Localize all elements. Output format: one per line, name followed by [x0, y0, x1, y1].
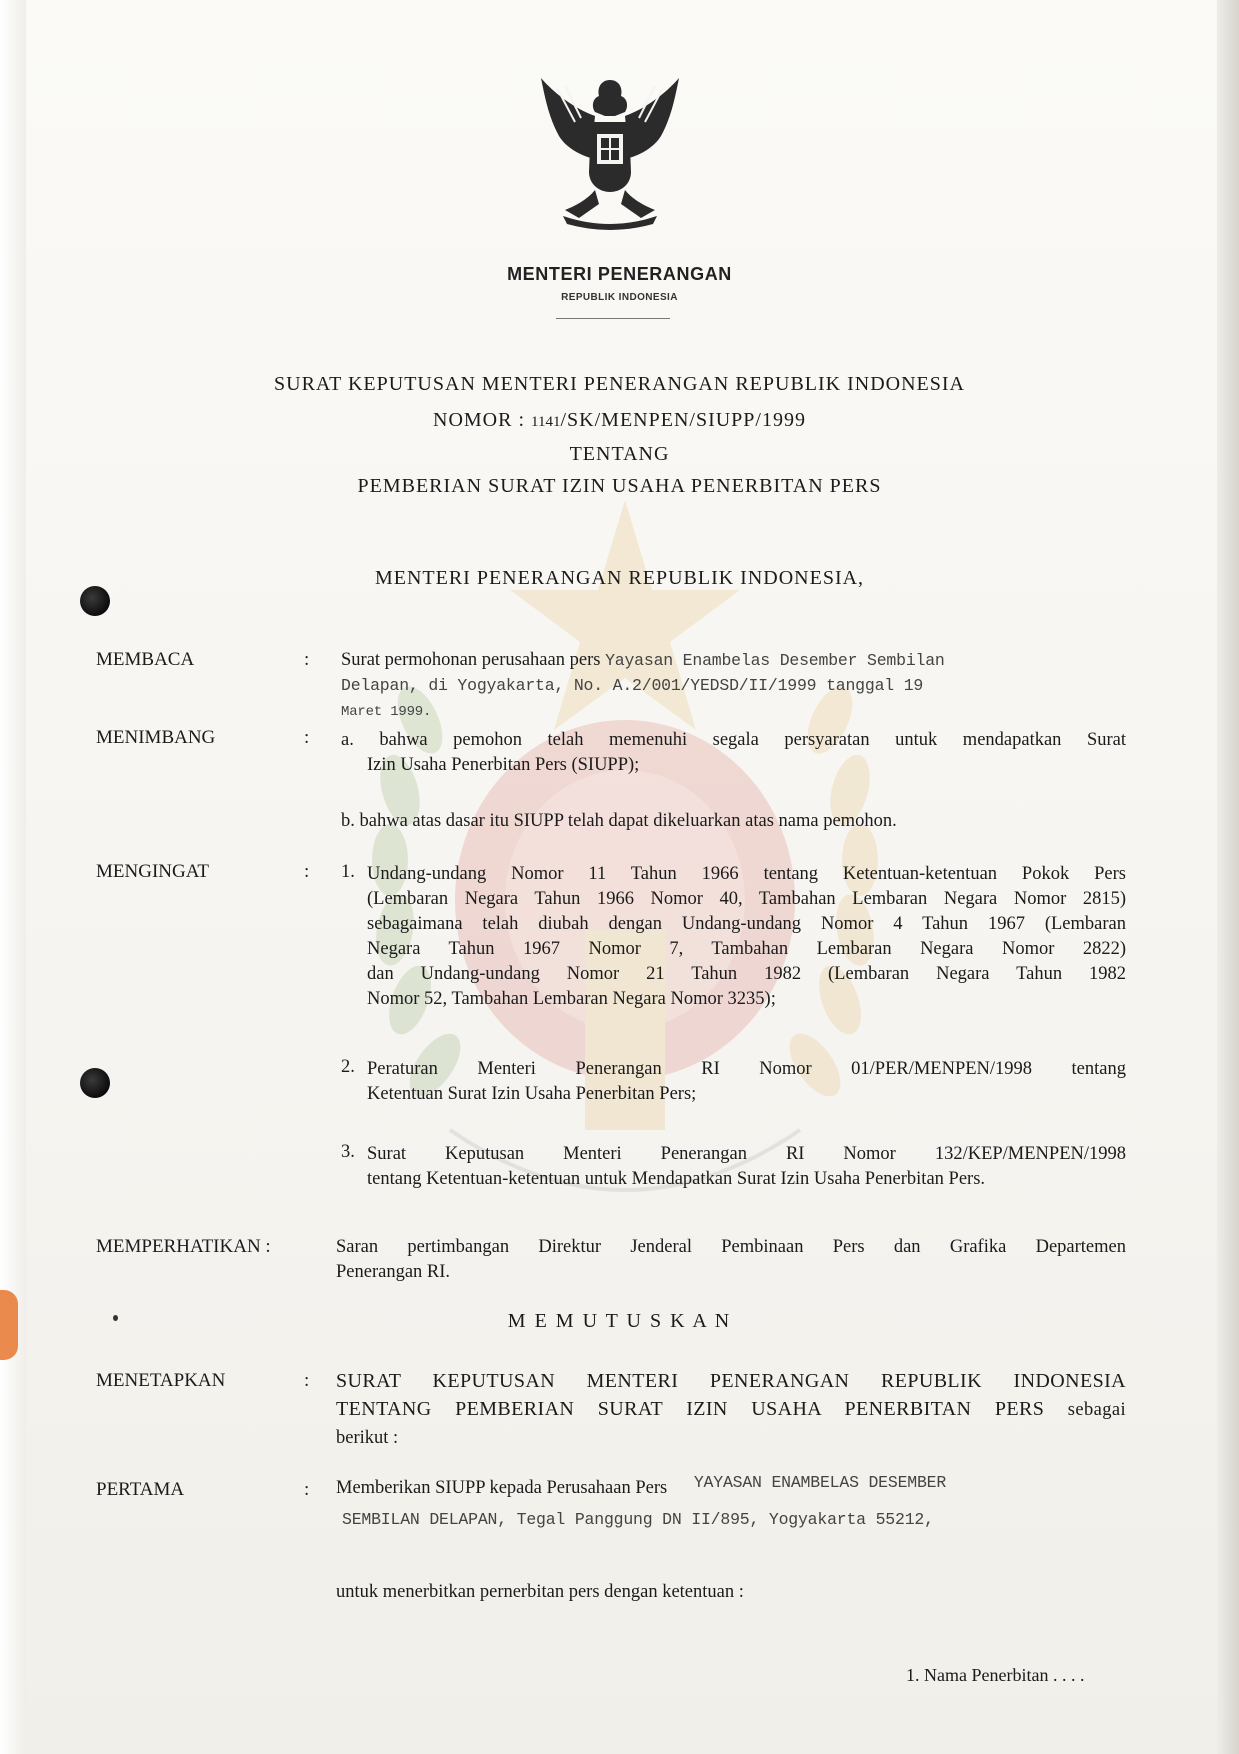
menetapkan-text	[336, 1367, 1126, 1452]
menimbang-colon: :	[304, 727, 310, 748]
punch-hole-top	[80, 586, 110, 616]
mengingat-item1-line: dan Undang-undang Nomor 21 Tahun 1982 (Lembaran Negara Tahun 1982	[367, 964, 1126, 984]
menetapkan-line1: SURAT KEPUTUSAN MENTERI PENERANGAN REPUBLIK INDONESIA	[336, 1370, 1126, 1392]
pertama-typed-2: SEMBILAN DELAPAN, Tegal Panggung DN II/895, Yogyakarta 55212,	[342, 1510, 934, 1529]
decree-number	[0, 409, 1239, 432]
mengingat-item3-line: Surat Keputusan Menteri Penerangan RI Nomor 132/KEP/MENPEN/1998	[367, 1144, 1126, 1164]
mengingat-label: MENGINGAT	[96, 861, 209, 882]
pertama-tail: untuk menerbitkan pernerbitan pers dengan ketentuan :	[336, 1582, 744, 1602]
mengingat-item3-number: 3.	[341, 1142, 355, 1162]
mengingat-item3	[367, 1142, 1126, 1192]
membaca-typed-2: Delapan, di Yogyakarta, No. A.2/001/YEDSD/II/1999 tanggal 19	[341, 676, 924, 695]
mengingat-colon: :	[304, 861, 310, 882]
menimbang-a-line2: Izin Usaha Penerbitan Pers (SIUPP);	[367, 755, 640, 775]
mengingat-item1	[367, 862, 1126, 1012]
mengingat-item2	[367, 1057, 1126, 1107]
membaca-label: MEMBACA	[96, 649, 195, 670]
menimbang-label: MENIMBANG	[96, 727, 216, 748]
membaca-colon: :	[304, 649, 310, 670]
decree-heading-subject: PEMBERIAN SURAT IZIN USAHA PENERBITAN PERS	[357, 475, 882, 497]
menetapkan-line3: berikut :	[336, 1428, 399, 1448]
pertama-intro: Memberikan SIUPP kepada Perusahaan Pers	[336, 1478, 668, 1498]
issuer-line: MENTERI PENERANGAN REPUBLIK INDONESIA,	[374, 567, 865, 589]
pertama-label: PERTAMA	[96, 1479, 185, 1500]
mengingat-item1-line: sebagaimana telah diubah dengan Undang-undang Nomor 4 Tahun 1967 (Lembaran	[367, 914, 1126, 934]
decree-number-label: NOMOR :	[433, 409, 526, 431]
decree-number-value: 1141	[531, 414, 561, 430]
membaca-text	[341, 648, 1131, 725]
pertama-text	[336, 1473, 1126, 1532]
title-divider	[556, 318, 670, 319]
footer-continuation: 1. Nama Penerbitan . . . .	[906, 1665, 1085, 1685]
mengingat-item1-line: Undang-undang Nomor 11 Tahun 1966 tentang Ketentuan-ketentuan Pokok Pers	[367, 864, 1126, 884]
minister-title: MENTERI PENERANGAN	[507, 264, 732, 284]
membaca-typed-3: Maret 1999.	[341, 704, 432, 720]
decree-heading-tentang: TENTANG	[569, 443, 670, 465]
memperhatikan-line1: Saran pertimbangan Direktur Jenderal Pembinaan Pers dan Grafika Departemen	[336, 1237, 1126, 1257]
pertama-typed-1: YAYASAN ENAMBELAS DESEMBER	[693, 1473, 947, 1492]
mengingat-item3-line: tentang Ketentuan-ketentuan untuk Mendapatkan Surat Izin Usaha Penerbitan Pers.	[367, 1169, 986, 1189]
mengingat-item2-line: Peraturan Menteri Penerangan RI Nomor 01/PER/MENPEN/1998 tentang	[367, 1059, 1126, 1079]
menetapkan-label: MENETAPKAN	[96, 1370, 226, 1391]
mengingat-item1-line: (Lembaran Negara Tahun 1966 Nomor 40, Tambahan Lembaran Negara Nomor 2815)	[367, 889, 1126, 909]
membaca-intro: Surat permohonan perusahaan pers	[341, 650, 601, 670]
menetapkan-colon: :	[304, 1370, 310, 1391]
menimbang-a-line1: a. bahwa pemohon telah memenuhi segala persyaratan untuk mendapatkan Surat	[341, 730, 1126, 750]
minister-subtitle: REPUBLIK INDONESIA	[561, 292, 678, 303]
decree-heading-line1: SURAT KEPUTUSAN MENTERI PENERANGAN REPUBLIK INDONESIA	[274, 373, 965, 395]
mengingat-item2-line: Ketentuan Surat Izin Usaha Penerbitan Pers;	[367, 1084, 697, 1104]
memperhatikan-line2: Penerangan RI.	[336, 1262, 451, 1282]
memperhatikan-label: MEMPERHATIKAN :	[96, 1236, 271, 1257]
menetapkan-line2	[336, 1395, 1126, 1424]
mengingat-item1-line: Negara Tahun 1967 Nomor 7, Tambahan Lembaran Negara Nomor 2822)	[367, 939, 1126, 959]
punch-hole-bottom	[80, 1068, 110, 1098]
menimbang-a	[341, 728, 1126, 778]
garuda-emblem-icon	[535, 72, 685, 232]
menimbang-b: b. bahwa atas dasar itu SIUPP telah dapat dikeluarkan atas nama pemohon.	[341, 811, 897, 831]
memperhatikan-text	[336, 1235, 1126, 1285]
decree-number-suffix: /SK/MENPEN/SIUPP/1999	[560, 409, 806, 431]
membaca-typed-1: Yayasan Enambelas Desember Sembilan	[605, 651, 945, 670]
menetapkan-line2-tail: sebagai	[1067, 1400, 1127, 1420]
memutuskan-heading: M E M U T U S K A N	[507, 1310, 732, 1332]
mengingat-item2-number: 2.	[341, 1057, 355, 1077]
mengingat-item1-line: Nomor 52, Tambahan Lembaran Negara Nomor 3235);	[367, 989, 776, 1009]
mengingat-item1-number: 1.	[341, 862, 355, 882]
menetapkan-line2-caps: TENTANG PEMBERIAN SURAT IZIN USAHA PENERBITAN PERS	[336, 1398, 1045, 1420]
pertama-colon: :	[304, 1479, 310, 1500]
